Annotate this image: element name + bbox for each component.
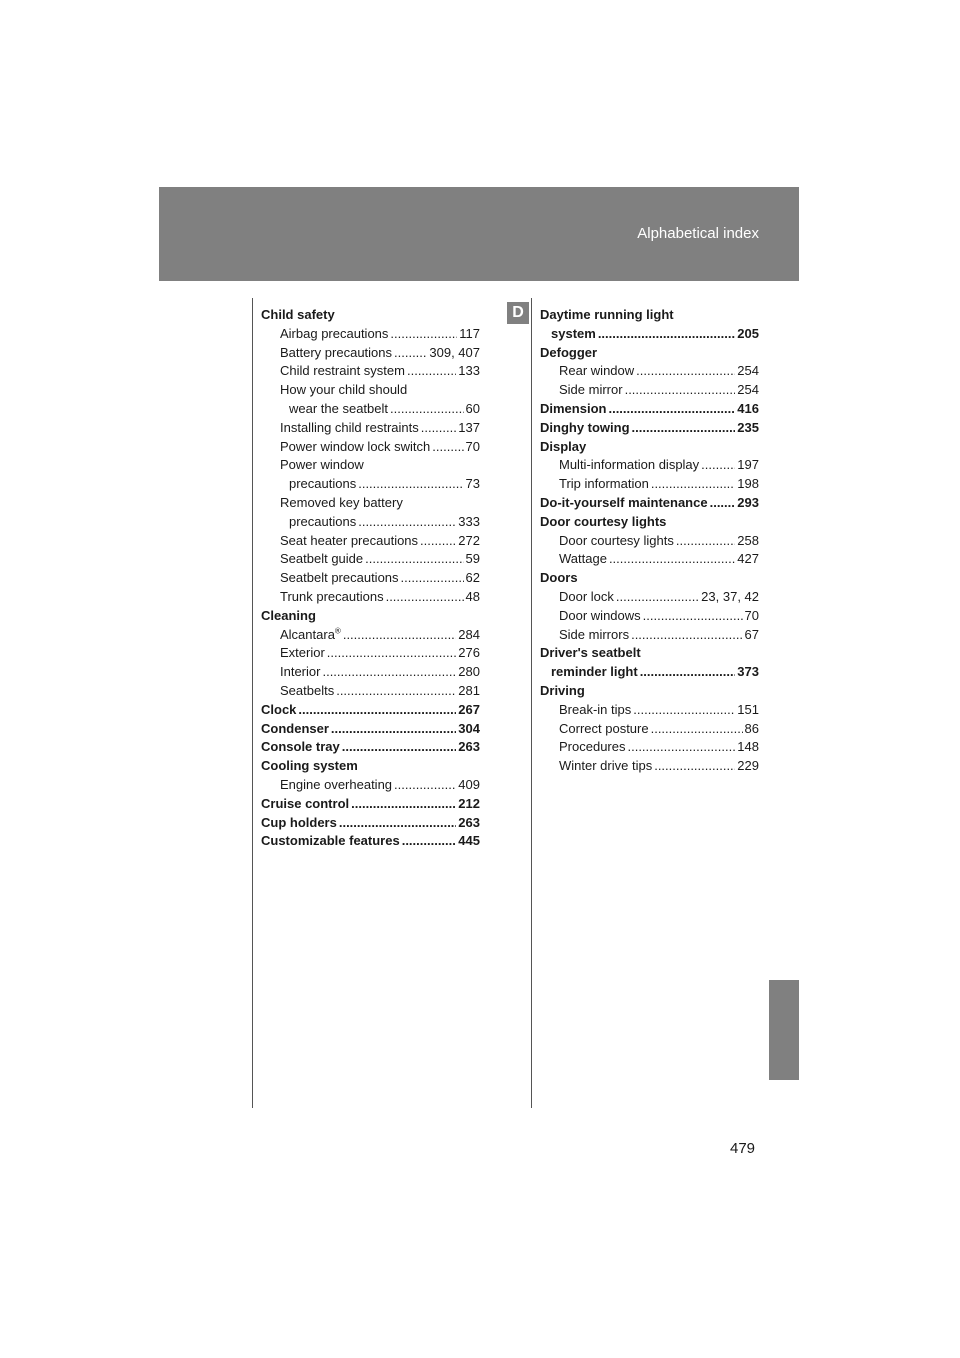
entry-label: Seatbelt guide bbox=[280, 551, 364, 567]
header-band bbox=[159, 187, 799, 281]
index-entry bbox=[540, 626, 759, 645]
entry-label: reminder light bbox=[551, 664, 638, 680]
index-entry bbox=[540, 588, 759, 607]
entry-label: Trunk precautions bbox=[280, 588, 384, 604]
entry-page: 445 bbox=[458, 833, 480, 849]
entry-label: precautions bbox=[289, 476, 357, 492]
index-entry bbox=[261, 776, 480, 795]
entry-page: 212 bbox=[458, 795, 480, 811]
index-entry bbox=[540, 532, 759, 551]
entry-page: 284 bbox=[458, 626, 480, 642]
index-entry bbox=[261, 795, 480, 814]
entry-label: Break-in tips bbox=[559, 701, 632, 717]
index-entry bbox=[261, 513, 480, 532]
index-entry bbox=[540, 381, 759, 400]
entry-page: 293 bbox=[737, 494, 759, 510]
entry-label: Condenser bbox=[261, 720, 329, 736]
entry-label: Door courtesy lights bbox=[559, 532, 674, 548]
entry-label: Seatbelts bbox=[280, 682, 335, 698]
index-entry bbox=[261, 344, 480, 363]
entry-page: 151 bbox=[737, 701, 759, 717]
entry-label: precautions bbox=[289, 513, 357, 529]
entry-label: Side mirror bbox=[559, 382, 623, 398]
entry-label: Cruise control bbox=[261, 795, 350, 811]
entry-page: 258 bbox=[737, 532, 759, 548]
index-entry bbox=[540, 550, 759, 569]
registered-mark: ® bbox=[334, 626, 341, 636]
index-entry bbox=[540, 607, 759, 626]
index-heading: Doors bbox=[540, 570, 578, 586]
entry-label: Door lock bbox=[559, 588, 614, 604]
index-entry bbox=[540, 362, 759, 381]
entry-label-first-line: Driver's seatbelt bbox=[540, 645, 641, 661]
entry-page: 272 bbox=[458, 532, 480, 548]
entry-page: 409 bbox=[458, 776, 480, 792]
entry-page: 263 bbox=[458, 739, 480, 755]
entry-page: 60 bbox=[465, 400, 480, 416]
entry-label-first-line: Daytime running light bbox=[540, 307, 674, 322]
index-heading: Defogger bbox=[540, 344, 598, 360]
entry-label: Do-it-yourself maintenance bbox=[540, 494, 708, 510]
index-heading: Cooling system bbox=[261, 758, 358, 774]
entry-page: 23, 37, 42 bbox=[701, 588, 759, 604]
chapter-side-tab bbox=[769, 980, 799, 1080]
index-entry bbox=[261, 644, 480, 663]
index-entry bbox=[261, 532, 480, 551]
entry-page: 333 bbox=[458, 513, 480, 529]
index-entry bbox=[540, 325, 759, 344]
entry-label: Installing child restraints bbox=[280, 419, 419, 435]
index-entry bbox=[540, 456, 759, 475]
index-entry bbox=[261, 400, 480, 419]
entry-label: Airbag precautions bbox=[280, 325, 389, 341]
entry-page: 62 bbox=[465, 570, 480, 586]
entry-page: 373 bbox=[737, 664, 759, 680]
entry-label-first-line: How your child should bbox=[280, 382, 408, 398]
entry-label: Battery precautions bbox=[280, 344, 393, 360]
entry-page: 148 bbox=[737, 739, 759, 755]
entry-page: 267 bbox=[458, 701, 480, 717]
entry-label: Dimension bbox=[540, 400, 607, 416]
entry-label: Alcantara® bbox=[280, 626, 341, 642]
entry-page: 73 bbox=[465, 476, 480, 492]
entry-label: system bbox=[551, 325, 596, 341]
entry-page: 427 bbox=[737, 551, 759, 567]
index-entry bbox=[261, 720, 480, 739]
entry-label: Rear window bbox=[559, 363, 635, 379]
entry-label: Winter drive tips bbox=[559, 758, 653, 774]
index-entry bbox=[540, 701, 759, 720]
entry-label: Door windows bbox=[559, 607, 641, 623]
entry-label-first-line: Removed key battery bbox=[280, 494, 403, 510]
index-entry bbox=[261, 814, 480, 833]
entry-label: Power window lock switch bbox=[280, 438, 431, 454]
entry-label: Interior bbox=[280, 664, 321, 680]
page-number: 479 bbox=[730, 1140, 756, 1157]
entry-label: Dinghy towing bbox=[540, 419, 630, 435]
entry-label-first-line: Power window bbox=[280, 457, 364, 473]
entry-label: Console tray bbox=[261, 739, 340, 755]
entry-label: Child restraint system bbox=[280, 363, 405, 379]
entry-page: 205 bbox=[737, 325, 759, 341]
index-column-left bbox=[261, 306, 480, 851]
index-entry bbox=[261, 325, 480, 344]
index-entry bbox=[540, 419, 759, 438]
entry-label: wear the seatbelt bbox=[289, 400, 389, 416]
entry-page: 281 bbox=[458, 682, 480, 698]
entry-page: 254 bbox=[737, 363, 759, 379]
entry-page: 254 bbox=[737, 382, 759, 398]
index-entry bbox=[540, 757, 759, 776]
index-entry bbox=[261, 832, 480, 851]
entry-page: 416 bbox=[737, 400, 759, 416]
index-heading: Child safety bbox=[261, 307, 335, 322]
header-title: Alphabetical index bbox=[637, 225, 759, 242]
entry-label: Wattage bbox=[559, 551, 607, 567]
entry-page: 117 bbox=[459, 325, 480, 341]
entry-page: 70 bbox=[465, 438, 480, 454]
index-heading: Driving bbox=[540, 682, 585, 698]
index-heading: Door courtesy lights bbox=[540, 513, 667, 529]
index-heading: Display bbox=[540, 438, 587, 454]
entry-page: 263 bbox=[458, 814, 480, 830]
entry-label: Seatbelt precautions bbox=[280, 570, 399, 586]
entry-page: 67 bbox=[744, 626, 759, 642]
index-entry bbox=[540, 475, 759, 494]
index-heading: Cleaning bbox=[261, 607, 316, 623]
entry-page: 86 bbox=[744, 720, 759, 736]
entry-label: Engine overheating bbox=[280, 776, 393, 792]
section-letter-badge: D bbox=[507, 302, 529, 324]
index-entry bbox=[261, 588, 480, 607]
index-entry bbox=[261, 682, 480, 701]
entry-page: 280 bbox=[458, 664, 480, 680]
left-column-rule bbox=[252, 298, 253, 1108]
index-entry bbox=[261, 438, 480, 457]
entry-label: Exterior bbox=[280, 645, 325, 661]
entry-page: 235 bbox=[737, 419, 759, 435]
center-column-rule bbox=[531, 298, 532, 1108]
index-entry bbox=[261, 550, 480, 569]
index-entry bbox=[261, 738, 480, 757]
index-column-right bbox=[540, 306, 759, 776]
entry-page: 229 bbox=[737, 758, 759, 774]
entry-label: Trip information bbox=[559, 476, 649, 492]
index-entry bbox=[261, 663, 480, 682]
entry-page: 48 bbox=[465, 588, 480, 604]
entry-page: 70 bbox=[744, 607, 759, 623]
entry-label: Seat heater precautions bbox=[280, 532, 419, 548]
entry-page: 133 bbox=[458, 363, 480, 379]
index-entry bbox=[540, 494, 759, 513]
index-entry bbox=[540, 738, 759, 757]
entry-label: Side mirrors bbox=[559, 626, 630, 642]
entry-page: 198 bbox=[737, 476, 759, 492]
index-entry bbox=[261, 419, 480, 438]
index-entry bbox=[261, 569, 480, 588]
index-entry bbox=[261, 362, 480, 381]
index-entry bbox=[261, 475, 480, 494]
entry-label: Correct posture bbox=[559, 720, 649, 736]
entry-label: Procedures bbox=[559, 739, 626, 755]
entry-page: 137 bbox=[458, 419, 480, 435]
entry-label: Multi-information display bbox=[559, 457, 700, 473]
entry-label: Clock bbox=[261, 701, 297, 717]
entry-page: 276 bbox=[458, 645, 480, 661]
entry-page: 59 bbox=[465, 551, 480, 567]
entry-page: 309, 407 bbox=[429, 344, 480, 360]
index-entry bbox=[540, 720, 759, 739]
index-entry bbox=[540, 663, 759, 682]
entry-label: Cup holders bbox=[261, 814, 337, 830]
index-entry bbox=[261, 701, 480, 720]
entry-page: 197 bbox=[737, 457, 759, 473]
entry-page: 304 bbox=[458, 720, 480, 736]
entry-label: Customizable features bbox=[261, 833, 400, 849]
index-entry bbox=[261, 626, 480, 645]
index-entry bbox=[540, 400, 759, 419]
